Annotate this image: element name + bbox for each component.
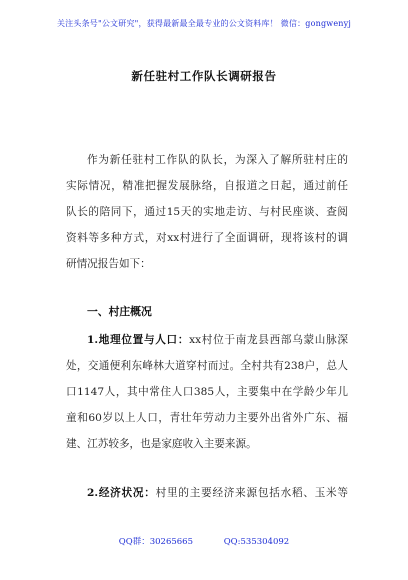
footer-qq-group: QQ群：30265665: [118, 537, 193, 547]
intro-line-5: 研情况报告如下：: [66, 258, 151, 270]
econ-paragraph: [66, 480, 348, 506]
geo-line-1: [66, 327, 348, 353]
section-heading-village-overview: 一、村庄概况: [87, 305, 152, 318]
econ-lead: 2.经济状况：: [87, 487, 156, 499]
intro-line-3: 队长的陪同下，通过15天的实地走访、与村民座谈、查阅: [66, 206, 348, 218]
geo-line-2: 处，交通便利东峰林大道穿村而过。全村共有238户，总人: [66, 360, 348, 372]
intro-line-1: 作为新任驻村工作队的队长，为深入了解所驻村庄的: [87, 154, 348, 166]
geo-line-5: 建、江苏较多，也是家庭收入主要来源。: [66, 438, 257, 450]
document-title: 新任驻村工作队长调研报告: [131, 69, 277, 83]
footer-qq: QQ:535304092: [223, 537, 290, 547]
geo-paragraph: [66, 327, 348, 457]
footer-contact: [0, 535, 408, 547]
geo-line-1-text: xx村位于南龙县西部乌蒙山脉深: [189, 334, 348, 346]
econ-line-1-text: 村里的主要经济来源包括水稻、玉米等: [155, 487, 349, 499]
header-banner: 关注头条号"公文研究"，获得最新最全最专业的公文资料库！ 微信：gongwenyj: [56, 19, 352, 28]
intro-line-4: 资料等多种方式，对xx村进行了全面调研，现将该村的调: [66, 232, 348, 244]
geo-line-4: 童和60岁以上人口，青壮年劳动力主要外出省外广东、福: [66, 412, 348, 424]
econ-line-1: [66, 480, 348, 506]
geo-line-3: 口1147人，其中常住人口385人，主要集中在学龄少年儿: [66, 386, 348, 398]
intro-line-2: 实际情况，精准把握发展脉络，自报道之日起，通过前任: [66, 180, 348, 192]
intro-paragraph: [66, 147, 348, 277]
geo-lead: 1.地理位置与人口：: [87, 334, 190, 346]
